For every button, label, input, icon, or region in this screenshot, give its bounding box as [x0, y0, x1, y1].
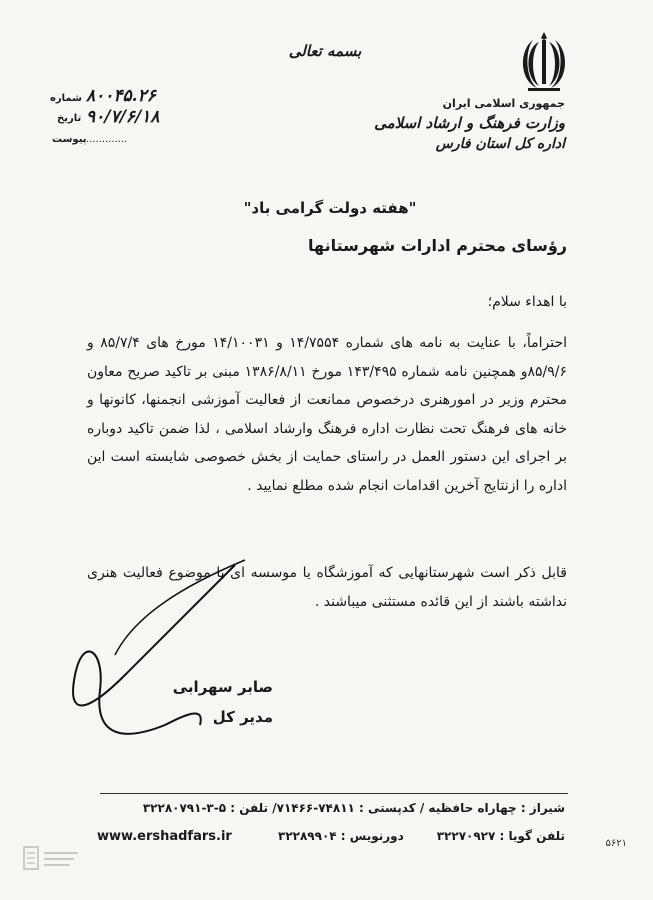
footer-address: شیراز : چهاراه حافظیه / کدپستی : ۷۴۸۱۱-۷۱۴۶۶/ تلفن : ۵-۳-۳۲۲۸۰۷۹۱: [142, 801, 565, 815]
letterhead-country: جمهوری اسلامی ایران: [442, 97, 565, 110]
footer-fax: دورنویس : ۳۲۲۸۹۹۰۴: [278, 829, 404, 843]
iran-emblem-icon: [518, 30, 570, 96]
letter-number: ۸۰۰۴۵.۲۶: [86, 86, 156, 106]
addressee: رؤسای محترم ادارات شهرستانها: [308, 236, 567, 255]
signer-title: مدیر کل: [212, 708, 273, 726]
footer-divider: [100, 793, 568, 794]
bismillah-heading: بسمه تعالی: [288, 42, 362, 60]
footer-phone: تلفن گویا : ۳۲۲۷۰۹۲۷: [436, 829, 565, 843]
watermark-logo-icon: [22, 843, 82, 873]
signer-name: صابر سهرابی: [172, 678, 273, 696]
corner-code: ۵۶۲۱: [605, 838, 627, 849]
body-paragraph: قابل ذکر است شهرستانهایی که آموزشگاه یا موسسه ای با موضوع فعالیت هنری نداشته باشند از این قائده مستثنی میباشند .: [87, 565, 567, 610]
letterhead-ministry: وزارت فرهنگ و ارشاد اسلامی: [374, 114, 565, 132]
attachment-value: .............: [86, 134, 128, 145]
footer-website: www.ershadfars.ir: [97, 829, 232, 844]
number-label: شماره: [50, 93, 82, 104]
letterhead-office: اداره کل استان فارس: [435, 136, 565, 152]
date-label: تاریخ: [57, 113, 82, 124]
greeting: با اهداء سلام؛: [487, 294, 567, 310]
body-paragraph: احتراماً، با عنایت به نامه های شماره ۱۴/۷۵۵۴ و ۱۴/۱۰۰۳۱ مورخ های ۸۵/۷/۴ و ۸۵/۹/۶و همچنین نامه شماره ۱۴۳/۴۹۵ مورخ ۱۳۸۶/۸/۱۱ مبنی بر تاکید صریح معاون محترم وزیر در امورهنری درخصوص ممانعت از فعالیت آموزشی انجمنها، کانونها و خانه های فرهنگ تحت نظارت اداره فرهنگ وارشاد اسلامی ، لذا ضمن تاکید دوباره بر اجرای این دستور العمل در راستای حمایت از بخش خصوصی شایسته است این اداره را ازنتایج آخرین اقدامات انجام شده مطلع نمایید .: [87, 335, 567, 494]
attachment-label: پیوست: [52, 134, 87, 145]
letter-date: ۹۰/۷/۶/۱۸: [86, 107, 160, 127]
slogan: "هفته دولت گرامی باد": [243, 199, 417, 217]
